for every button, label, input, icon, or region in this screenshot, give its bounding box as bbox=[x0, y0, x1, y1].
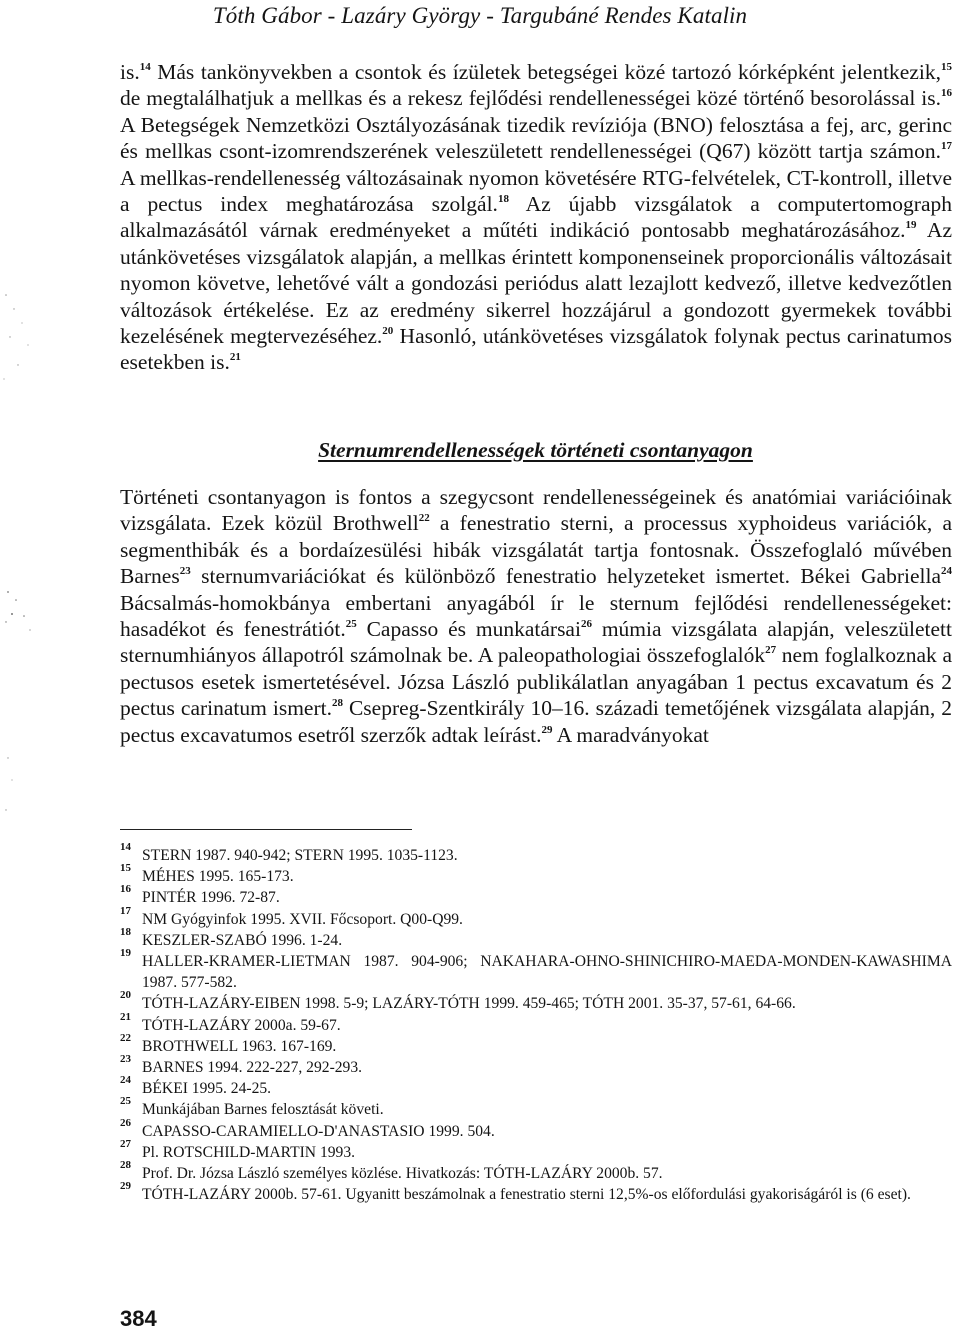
footnote-text: BÉKEI 1995. 24-25. bbox=[142, 1080, 272, 1098]
footnote-number: 26 bbox=[120, 1116, 131, 1129]
footnote-list bbox=[120, 841, 952, 1205]
scan-noise-mark bbox=[0, 570, 40, 700]
footnote-item bbox=[120, 904, 952, 930]
footnote-number: 16 bbox=[120, 883, 131, 896]
footnote-item bbox=[120, 1095, 952, 1120]
footnote-number: 21 bbox=[120, 1010, 131, 1023]
footnote-reference: 26 bbox=[580, 618, 592, 631]
footnote-item bbox=[120, 1010, 952, 1036]
footnote-number: 22 bbox=[120, 1031, 131, 1044]
footnote-reference: 16 bbox=[941, 87, 952, 100]
footnote-text: STERN 1987. 940-942; STERN 1995. 1035-1123. bbox=[142, 847, 458, 864]
footnote-number: 28 bbox=[120, 1159, 131, 1172]
page-number: 384 bbox=[120, 1306, 157, 1331]
footnote-text: HALLER-KRAMER-LIETMAN 1987. 904-906; NAKAHARA-OHNO-SHINICHIRO-MAEDA-MONDEN-KAWASHIMA 1987. 577-582. bbox=[142, 953, 952, 992]
footnote-item bbox=[120, 947, 952, 993]
footnote-reference: 28 bbox=[331, 697, 343, 710]
footnote-number: 19 bbox=[120, 947, 131, 960]
footnote-text: CAPASSO-CARAMIELLO-D'ANASTASIO 1999. 504. bbox=[142, 1122, 495, 1140]
footnote-reference: 22 bbox=[418, 512, 430, 525]
footnote-item bbox=[120, 1116, 952, 1142]
footnote-number: 20 bbox=[120, 989, 131, 1002]
section-title: Sternumrendellenességek történeti csontanyagon bbox=[318, 438, 753, 462]
footnote-number: 14 bbox=[120, 841, 131, 853]
footnote-reference: 19 bbox=[905, 219, 917, 232]
footnote-text: PINTÉR 1996. 72-87. bbox=[142, 889, 280, 907]
footnote-reference: 29 bbox=[541, 723, 553, 736]
footnote-text: TÓTH-LAZÁRY-EIBEN 1998. 5-9; LAZÁRY-TÓTH 1999. 459-465; TÓTH 2001. 35-37, 57-61, 64-66. bbox=[142, 995, 796, 1013]
footnote-item bbox=[120, 862, 952, 887]
footnote-number: 27 bbox=[120, 1137, 131, 1150]
footnote-reference: 23 bbox=[179, 565, 191, 578]
footnote-reference: 15 bbox=[941, 61, 952, 73]
scan-noise-mark bbox=[0, 740, 40, 870]
footnote-reference: 27 bbox=[765, 644, 777, 657]
footnote-number: 17 bbox=[120, 904, 131, 917]
footnote-item bbox=[120, 1031, 952, 1057]
scan-noise-mark bbox=[0, 275, 40, 405]
footnote-text: BROTHWELL 1963. 167-169. bbox=[142, 1037, 337, 1055]
footnote-item bbox=[120, 1159, 952, 1184]
paragraph-1: is.$^{14}$ Más tankönyvekben a csontok és ízületek betegségei közé tartozó kórképként jelentkezik,$^{15}$ de megtalálhatjuk a mellkas és a rekesz fejlődési rendellenességei közé történő besorolással is.$^{16}$ A Betegségek Nemzetközi Osztályozásának tizedik revíziója (BNO) felosztása a fej, arc, gerinc és mellkas csont-izomrendszerének veleszületett rendellenességei (Q67) között tartja számon.$^{17}$ A mellkas-rendellenesség változásainak nyomon követésére RTG-felvételek, CT-kontroll, illetve a pectus index meghatározása szolgál.$^{18}$ Az újabb vizsgálatok a computertomograph alkalmazásától várnak eredményeket a műtéti indikáció pontosabb meghatározásához.$^{19}$ Az utánkövetéses vizsgálatok alapján, a mellkas érintett komponenseinek proporcionális változásait nyomon követve, lehetővé vált a gondozási periódus alatt lezajlott kedvező, illetve kedvezőtlen változások értékelése. Ez az eredmény sikerrel hozzájárul a gondozott gyermekek további kezelésének megtervezéséhez.$^{20}$ Hasonló, utánkövetéses vizsgálatok folynak pectus carinatumos esetekben is.$^{21}$ bbox=[120, 60, 952, 375]
footnote-text: TÓTH-LAZÁRY 2000b. 57-61. Ugyanitt beszámolnak a fenestratio sterni 12,5%-os előfordulási gyakoriságáról is (6 eset). bbox=[142, 1186, 911, 1204]
footnote-reference: 18 bbox=[497, 193, 509, 206]
footnote-number: 23 bbox=[120, 1053, 131, 1066]
footnote-text: MÉHES 1995. 165-173. bbox=[142, 868, 294, 886]
footnote-text: Prof. Dr. Józsa László személyes közlése. Hivatkozás: TÓTH-LAZÁRY 2000b. 57. bbox=[142, 1165, 663, 1183]
footnote-text: BARNES 1994. 222-227, 292-293. bbox=[142, 1059, 363, 1077]
footnote-reference: 21 bbox=[229, 351, 241, 364]
footnote-text: KESZLER-SZABÓ 1996. 1-24. bbox=[142, 931, 343, 949]
footnote-item bbox=[120, 925, 952, 951]
running-head: Tóth Gábor - Lazáry György - Targubáné Rendes Katalin bbox=[212, 3, 748, 28]
paragraph-2: Történeti csontanyagon is fontos a szegycsont rendellenességeinek és anatómiai variációinak vizsgálata. Ezek közül Brothwell$^{22}$ a fenestratio sterni, a processus xyphoideus variációk, a segmenthibák és a bordaízesülési hibák vizsgálatát tartja fontosnak. Összefoglaló művében Barnes$^{23}$ sternumvariációkat és különböző fenestratio helyzeteket ismertet. Békei Gabriella$^{24}$ Bácsalmás-homokbánya embertani anyagából ír le sternum fejlődési rendellenességeket: hasadékot és fenestrátiót.$^{25}$ Capasso és munkatársai$^{26}$ múmia vizsgálata alapján, veleszületett sternumhiányos állapotról számolnak be. A paleopathologiai összefoglalók$^{27}$ nem foglalkoznak a pectusos esetek ismertetésével. Józsa László publikálatlan anyagában 1 pectus excavatum és 2 pectus carinatum ismert.$^{28}$ Csepreg-Szentkirály 10–16. századi temetőjének vizsgálata alapján, 2 pectus excavatumos esetről szerzők adtak leírást.$^{29}$ A maradványokat bbox=[120, 485, 953, 747]
footnote-number: 25 bbox=[120, 1095, 131, 1108]
footnote-reference: 20 bbox=[382, 325, 394, 338]
footnote-reference: 25 bbox=[345, 618, 357, 631]
footnote-item bbox=[120, 1180, 952, 1205]
footnote-reference: 14 bbox=[139, 61, 151, 73]
footnote-number: 18 bbox=[120, 925, 131, 938]
footnote-item bbox=[120, 1053, 952, 1078]
footnote-item bbox=[120, 841, 952, 866]
footnote-item bbox=[120, 989, 952, 1014]
footnote-item bbox=[120, 1137, 952, 1163]
footnote-number: 15 bbox=[120, 862, 131, 875]
footnote-number: 24 bbox=[120, 1074, 131, 1087]
footnote-divider bbox=[120, 829, 412, 830]
footnote-reference: 24 bbox=[941, 565, 952, 578]
footnote-item bbox=[120, 1074, 952, 1099]
footnote-text: NM Gyógyinfok 1995. XVII. Főcsoport. Q00-Q99. bbox=[142, 910, 463, 928]
footnote-reference: 17 bbox=[941, 140, 952, 153]
footnote-text: Munkájában Barnes felosztását követi. bbox=[142, 1101, 384, 1119]
footnote-text: TÓTH-LAZÁRY 2000a. 59-67. bbox=[142, 1016, 341, 1034]
footnote-item bbox=[120, 883, 952, 908]
footnote-text: Pl. ROTSCHILD-MARTIN 1993. bbox=[142, 1143, 356, 1161]
footnote-number: 29 bbox=[120, 1180, 131, 1193]
